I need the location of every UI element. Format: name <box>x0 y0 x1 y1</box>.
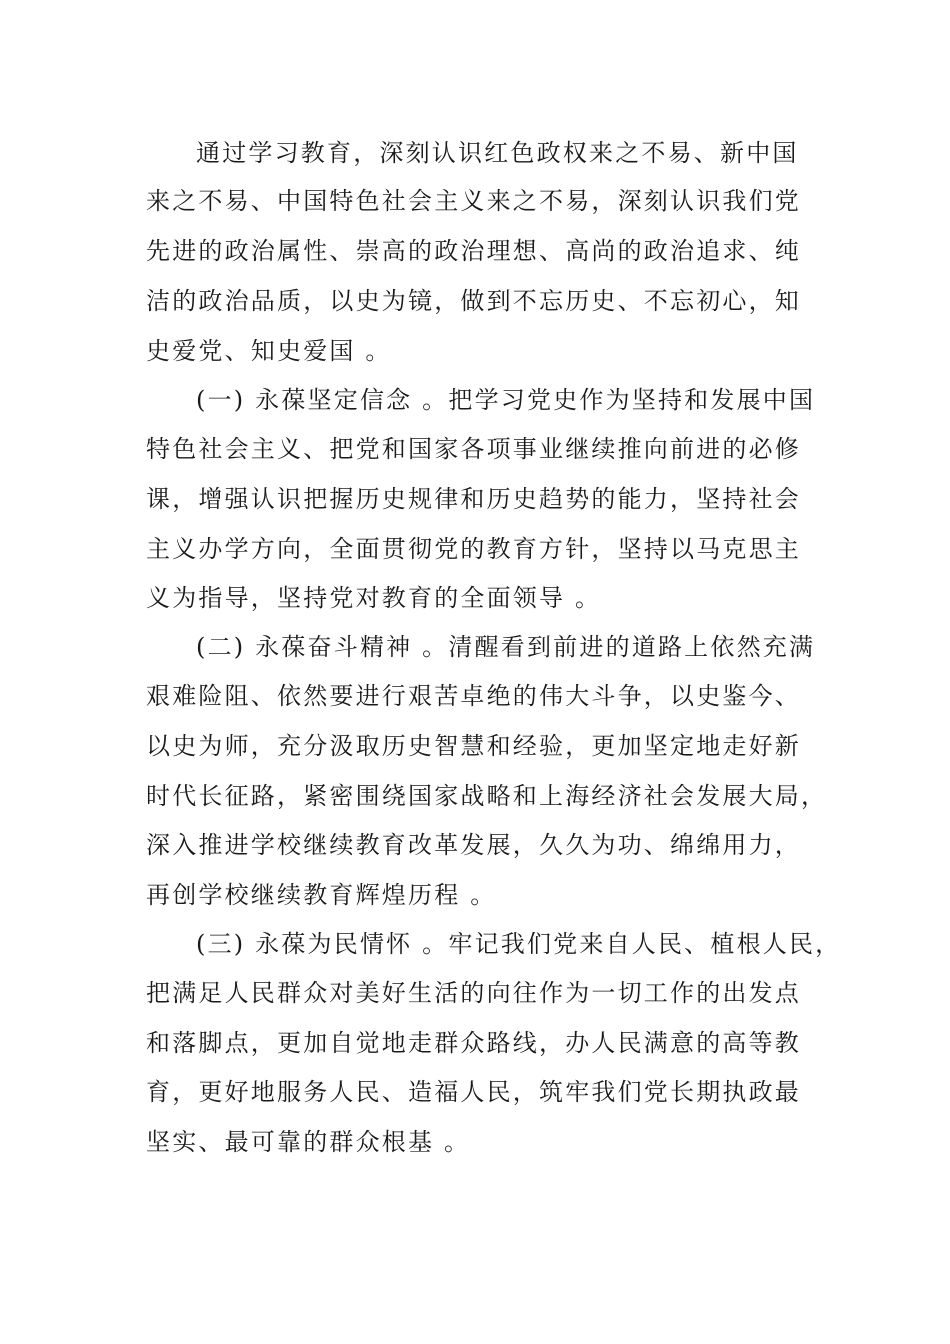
text-line: 史爱党、知史爱国 。 <box>146 337 392 365</box>
text-line: 洁的政治品质，以史为镜，做到不忘历史、不忘初心，知 <box>146 287 801 315</box>
text-line: (三) 永葆为民情怀 。牢记我们党来自人民、植根人民， <box>196 930 842 958</box>
text-line: 和落脚点，更加自觉地走群众路线，办人民满意的高等教 <box>146 1029 801 1057</box>
text-line: 育，更好地服务人民、造福人民，筑牢我们党长期执政最 <box>146 1078 801 1106</box>
text-line: 把满足人民群众对美好生活的向往作为一切工作的出发点 <box>146 979 801 1007</box>
text-line: 通过学习教育，深刻认识红色政权来之不易、新中国 <box>196 139 799 167</box>
text-line: 义为指导，坚持党对教育的全面领导 。 <box>146 584 602 612</box>
text-line: 以史为师，充分汲取历史智慧和经验，更加坚定地走好新 <box>146 732 801 760</box>
text-line: (二) 永葆奋斗精神 。清醒看到前进的道路上依然充满 <box>196 633 816 661</box>
text-line: 艰难险阻、依然要进行艰苦卓绝的伟大斗争，以史鉴今、 <box>146 682 801 710</box>
text-line: 时代长征路，紧密围绕国家战略和上海经济社会发展大局， <box>146 782 828 810</box>
text-line: 主义办学方向，全面贯彻党的教育方针，坚持以马克思主 <box>146 535 801 563</box>
text-line: 先进的政治属性、崇高的政治理想、高尚的政治追求、纯 <box>146 237 801 265</box>
text-line: 坚实、最可靠的群众根基 。 <box>146 1128 471 1156</box>
text-line: 深入推进学校继续教育改革发展，久久为功、绵绵用力， <box>146 831 801 859</box>
text-line: 特色社会主义、把党和国家各项事业继续推向前进的必修 <box>146 435 801 463</box>
text-line: 再创学校继续教育辉煌历程 。 <box>146 881 497 909</box>
text-line: (一) 永葆坚定信念 。把学习党史作为坚持和发展中国 <box>196 386 816 414</box>
text-line: 来之不易、中国特色社会主义来之不易，深刻认识我们党 <box>146 187 801 215</box>
text-line: 课，增强认识把握历史规律和历史趋势的能力，坚持社会 <box>146 485 801 513</box>
